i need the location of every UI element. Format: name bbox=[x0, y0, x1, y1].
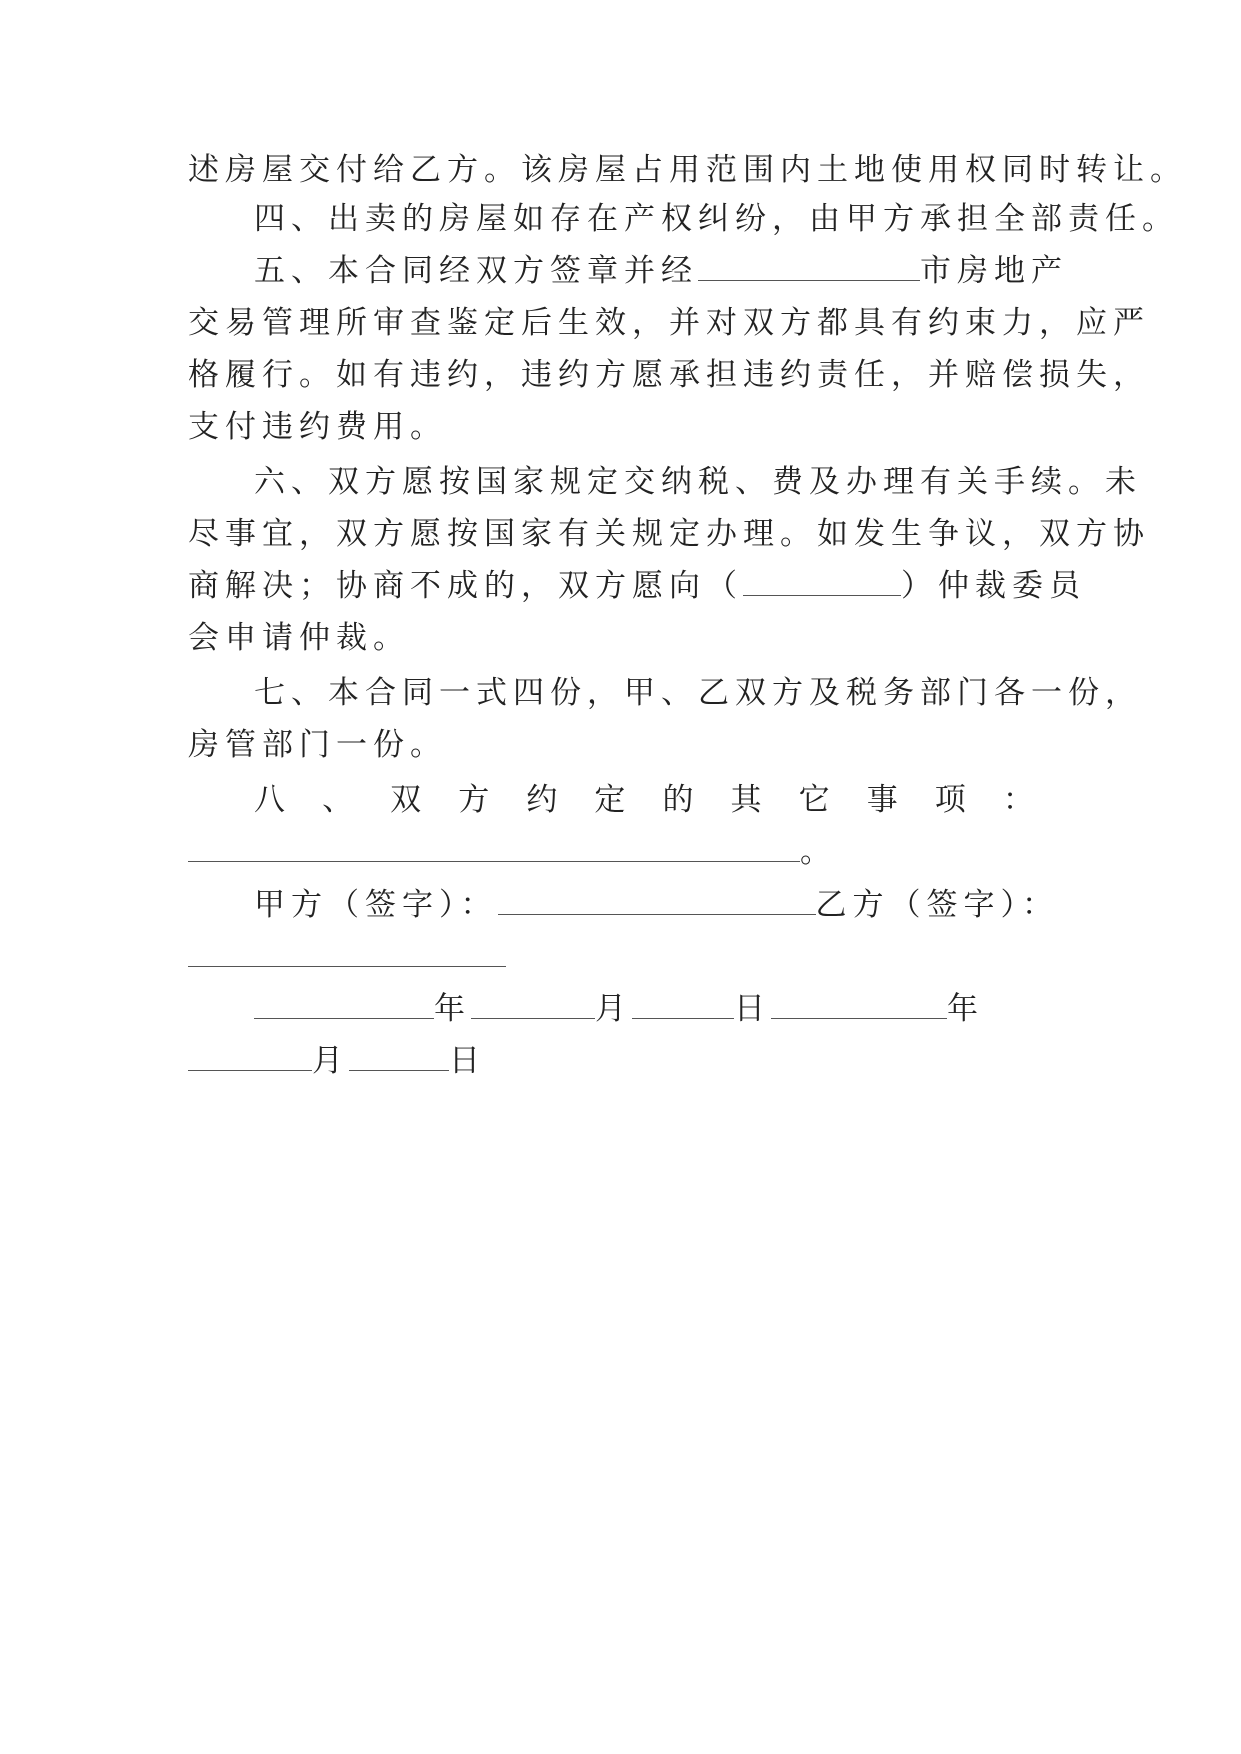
party-a-signature-field[interactable] bbox=[498, 886, 816, 915]
blank-other-matters-field[interactable] bbox=[188, 833, 800, 862]
paragraph-3-continuation bbox=[188, 150, 1187, 190]
day-label: 日 bbox=[449, 1043, 486, 1079]
party-a-label: 甲方（签字）： bbox=[254, 887, 498, 923]
year-label: 年 bbox=[947, 991, 984, 1027]
text: 会申请仲裁。 bbox=[188, 620, 410, 656]
char: 约 bbox=[526, 782, 558, 818]
paragraph-5-line-3 bbox=[188, 355, 1150, 395]
char: 双 bbox=[390, 782, 422, 818]
paragraph-8-blank-line bbox=[188, 832, 1088, 872]
paragraph-4 bbox=[254, 199, 1179, 239]
text: 。 bbox=[800, 834, 837, 870]
text: 述房屋交付给乙方。该房屋占用范围内土地使用权同时转让。 bbox=[188, 152, 1187, 188]
text: 四、出卖的房屋如存在产权纠纷，由甲方承担全部责任。 bbox=[254, 201, 1179, 237]
text: 五、本合同经双方签章并经 bbox=[254, 253, 698, 289]
signature-line-2 bbox=[188, 937, 1088, 977]
char: 、 bbox=[322, 782, 354, 818]
blank-arbitration-field[interactable] bbox=[743, 567, 901, 596]
year-label: 年 bbox=[434, 991, 471, 1027]
char: 项 bbox=[934, 782, 966, 818]
text: 市房地产 bbox=[920, 253, 1068, 289]
char: ： bbox=[1002, 782, 1034, 818]
text: 七、本合同一式四份，甲、乙双方及税务部门各一份， bbox=[254, 675, 1142, 711]
paragraph-6-line-3 bbox=[188, 566, 1088, 606]
signature-line bbox=[254, 885, 1154, 925]
paragraph-7-line-1 bbox=[254, 673, 1154, 713]
month-label: 月 bbox=[312, 1043, 349, 1079]
char: 事 bbox=[866, 782, 898, 818]
paragraph-5-line-4 bbox=[188, 407, 1088, 447]
paragraph-6-line-4 bbox=[188, 618, 1088, 658]
char: 它 bbox=[798, 782, 830, 818]
text: 尽事宜，双方愿按国家有关规定办理。如发生争议，双方协 bbox=[188, 516, 1150, 552]
paragraph-8-heading bbox=[254, 780, 1034, 820]
char: 定 bbox=[594, 782, 626, 818]
paragraph-5-line-1 bbox=[254, 251, 1154, 291]
text: 支付违约费用。 bbox=[188, 409, 447, 445]
party-a-month-field[interactable] bbox=[471, 990, 595, 1019]
paragraph-6-line-2 bbox=[188, 514, 1150, 554]
text: ）仲裁委员 bbox=[901, 568, 1086, 604]
date-line bbox=[254, 989, 1154, 1029]
paragraph-5-line-2 bbox=[188, 303, 1150, 343]
paragraph-6-line-1 bbox=[254, 462, 1154, 502]
party-b-label: 乙方（签字）： bbox=[815, 887, 1059, 923]
party-b-day-field[interactable] bbox=[349, 1042, 449, 1071]
day-label: 日 bbox=[734, 991, 771, 1027]
char: 的 bbox=[662, 782, 694, 818]
party-b-year-field[interactable] bbox=[771, 990, 947, 1019]
blank-city-field[interactable] bbox=[698, 252, 920, 281]
text: 商解决；协商不成的，双方愿向（ bbox=[188, 568, 743, 604]
month-label: 月 bbox=[595, 991, 632, 1027]
party-b-signature-field[interactable] bbox=[188, 938, 506, 967]
text: 六、双方愿按国家规定交纳税、费及办理有关手续。未 bbox=[254, 464, 1142, 500]
party-b-month-field[interactable] bbox=[188, 1042, 312, 1071]
party-a-day-field[interactable] bbox=[632, 990, 734, 1019]
party-a-year-field[interactable] bbox=[254, 990, 434, 1019]
char: 八 bbox=[254, 782, 285, 818]
text: 交易管理所审查鉴定后生效，并对双方都具有约束力，应严 bbox=[188, 305, 1150, 341]
text: 房管部门一份。 bbox=[188, 727, 447, 763]
date-line-2 bbox=[188, 1041, 1088, 1081]
char: 方 bbox=[458, 782, 490, 818]
paragraph-7-line-2 bbox=[188, 725, 1088, 765]
char: 其 bbox=[730, 782, 762, 818]
text: 格履行。如有违约，违约方愿承担违约责任，并赔偿损失， bbox=[188, 357, 1150, 393]
